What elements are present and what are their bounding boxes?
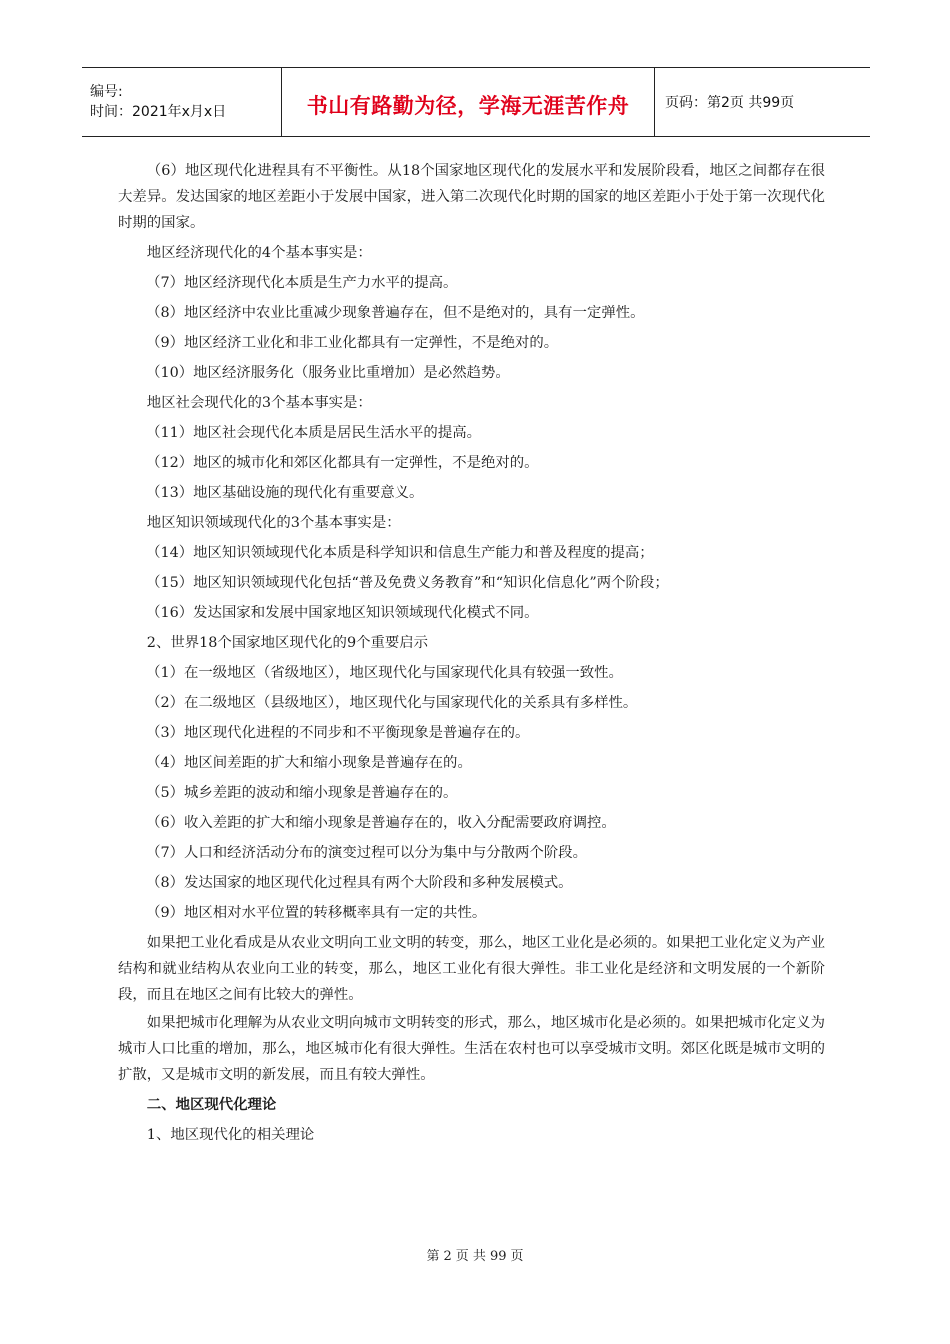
paragraph: 地区经济现代化的4个基本事实是： (146, 245, 372, 261)
paragraph: （1）在一级地区（省级地区），地区现代化与国家现代化具有较强一致性。 (146, 665, 623, 681)
code-label: 编号: (90, 84, 123, 100)
footer-page-number: 2 (443, 1249, 452, 1264)
footer-suffix: 页 (510, 1249, 524, 1264)
paragraph: （10）地区经济服务化（服务业比重增加）是必然趋势。 (146, 365, 510, 381)
paragraph: （6）地区现代化进程具有不平衡性。从18个国家地区现代化的发展水平和发展阶段看，地区之间都存在很大差异。发达国家的地区差距小于发展中国家，进入第二次现代化时期的国家的地区差距小于处于第一次现代化时期的国家。 (118, 163, 825, 231)
paragraph: （5）城乡差距的波动和缩小现象是普遍存在的。 (146, 785, 458, 801)
paragraph: 地区知识领域现代化的3个基本事实是： (146, 515, 401, 531)
paragraph: （9）地区经济工业化和非工业化都具有一定弹性，不是绝对的。 (146, 335, 559, 351)
paragraph: 地区社会现代化的3个基本事实是： (146, 395, 372, 411)
paragraph: （16）发达国家和发展中国家地区知识领域现代化模式不同。 (146, 605, 539, 621)
paragraph: （7）人口和经济活动分布的演变过程可以分为集中与分散两个阶段。 (146, 845, 587, 861)
paragraph: 2、世界18个国家地区现代化的9个重要启示 (146, 635, 429, 651)
time-label: 时间：2021年x月x日 (90, 104, 227, 120)
header-motto-cell (282, 68, 655, 136)
section-heading: 二、地区现代化理论 (146, 1096, 277, 1113)
footer-mid: 页 共 (455, 1249, 486, 1264)
paragraph: （3）地区现代化进程的不同步和不平衡现象是普遍存在的。 (146, 725, 530, 741)
paragraph: 如果把工业化看成是从农业文明向工业文明的转变，那么，地区工业化是必须的。如果把工业化定义为产业结构和就业结构从农业向工业的转变，那么，地区工业化有很大弹性。非工业化是经济和文明发展的一个新阶段，而且在地区之间有比较大的弹性。 (118, 935, 825, 1003)
footer-prefix: 第 (426, 1249, 440, 1264)
footer-total-pages: 99 (489, 1249, 507, 1264)
paragraph: （13）地区基础设施的现代化有重要意义。 (146, 485, 424, 501)
motto: 书山有路勤为径，学海无涯苦作舟 (306, 94, 630, 118)
paragraph: （6）收入差距的扩大和缩小现象是普遍存在的，收入分配需要政府调控。 (146, 815, 616, 831)
paragraph: （14）地区知识领域现代化本质是科学知识和信息生产能力和普及程度的提高； (146, 545, 654, 561)
document-body (118, 156, 825, 1150)
paragraph: （8）发达国家的地区现代化过程具有两个大阶段和多种发展模式。 (146, 875, 573, 891)
paragraph: （11）地区社会现代化本质是居民生活水平的提高。 (146, 425, 481, 441)
header-meta (82, 68, 282, 136)
page-info: 页码：第2页 共99页 (665, 95, 795, 111)
paragraph: 如果把城市化理解为从农业文明向城市文明转变的形式，那么，地区城市化是必须的。如果把城市化定义为城市人口比重的增加，那么，地区城市化有很大弹性。生活在农村也可以享受城市文明。郊区化既是城市文明的扩散，又是城市文明的新发展，而且有较大弹性。 (118, 1015, 825, 1083)
document-header (82, 67, 870, 137)
paragraph: （2）在二级地区（县级地区），地区现代化与国家现代化的关系具有多样性。 (146, 695, 638, 711)
paragraph: 1、地区现代化的相关理论 (146, 1127, 315, 1143)
paragraph: （8）地区经济中农业比重减少现象普遍存在，但不是绝对的，具有一定弹性。 (146, 305, 645, 321)
paragraph: （15）地区知识领域现代化包括“普及免费义务教育”和“知识化信息化”两个阶段； (146, 575, 669, 591)
paragraph: （12）地区的城市化和郊区化都具有一定弹性，不是绝对的。 (146, 455, 539, 471)
paragraph: （7）地区经济现代化本质是生产力水平的提高。 (146, 275, 458, 291)
paragraph: （9）地区相对水平位置的转移概率具有一定的共性。 (146, 905, 487, 921)
page-footer (0, 1245, 950, 1264)
paragraph: （4）地区间差距的扩大和缩小现象是普遍存在的。 (146, 755, 472, 771)
header-page-cell (655, 68, 870, 136)
